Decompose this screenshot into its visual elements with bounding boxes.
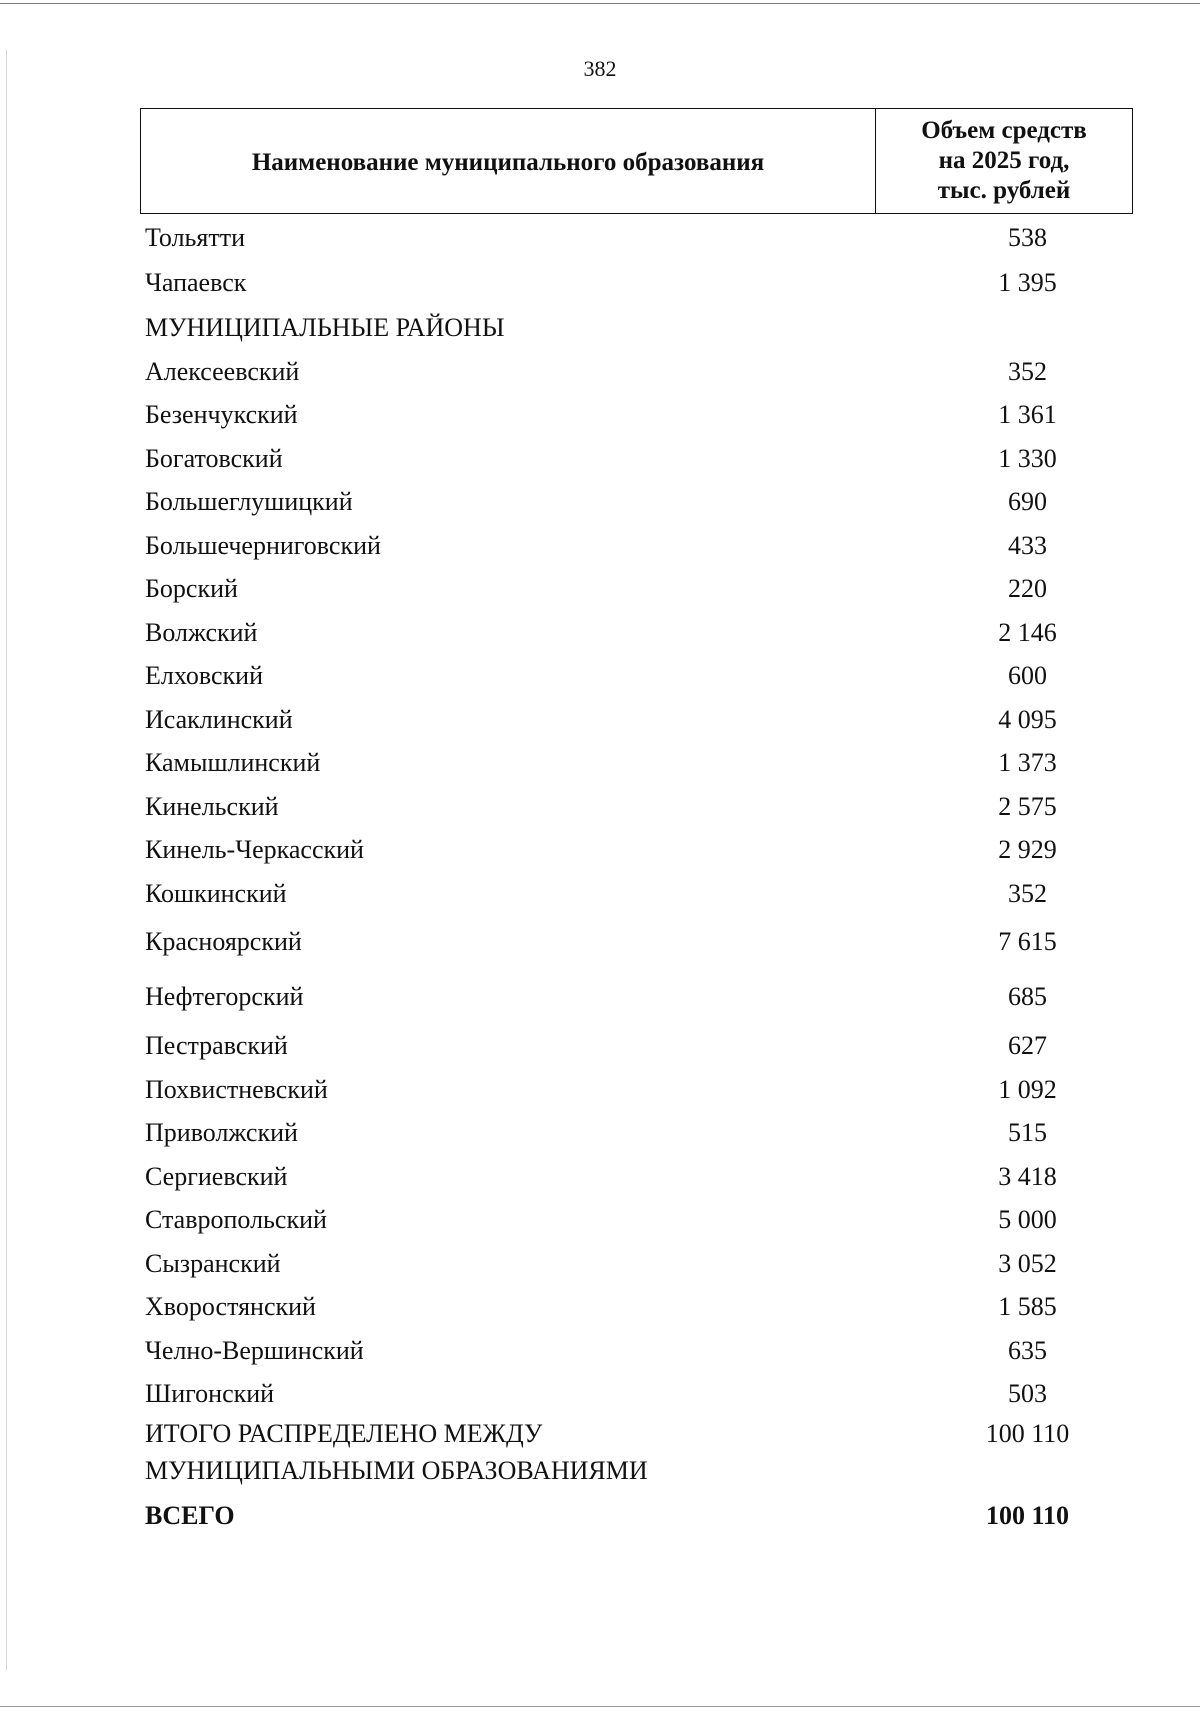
row-value: 600 (1008, 661, 1047, 690)
row-value: 1 395 (998, 268, 1057, 297)
row-name: Нефтегорский (145, 982, 304, 1011)
scan-edge-left (6, 50, 7, 1670)
row-name: Большечерниговский (145, 531, 381, 560)
row-name: Волжский (145, 618, 258, 647)
row-name: Челно-Вершинский (145, 1336, 364, 1365)
section-heading: МУНИЦИПАЛЬНЫЕ РАЙОНЫ (145, 313, 505, 342)
row-name: Тольятти (145, 223, 246, 252)
row-name: Безенчукский (145, 400, 298, 429)
subtotal-label: ИТОГО РАСПРЕДЕЛЕНО МЕЖДУ МУНИЦИПАЛЬНЫМИ ОБРАЗОВАНИЯМИ (145, 1419, 648, 1485)
row-name: Кинель-Черкасский (145, 835, 364, 864)
row-name: Хворостянский (145, 1292, 316, 1321)
row-value: 635 (1008, 1336, 1047, 1365)
row-name: Ставропольский (145, 1205, 327, 1234)
row-value: 2 575 (998, 792, 1057, 821)
row-value: 4 095 (998, 705, 1057, 734)
row-name: Кинельский (145, 792, 279, 821)
row-value: 1 585 (998, 1292, 1057, 1321)
row-name: Борский (145, 574, 238, 603)
row-value: 352 (1008, 357, 1047, 386)
row-value: 538 (1008, 223, 1047, 252)
row-value: 7 615 (998, 927, 1057, 956)
row-value: 685 (1008, 982, 1047, 1011)
row-value: 1 330 (998, 444, 1057, 473)
row-value: 352 (1008, 879, 1047, 908)
row-value: 503 (1008, 1379, 1047, 1408)
row-name: Пестравский (145, 1031, 288, 1060)
row-value: 627 (1008, 1031, 1047, 1060)
row-value: 1 373 (998, 748, 1057, 777)
row-value: 690 (1008, 487, 1047, 516)
total-value: 100 110 (985, 1501, 1070, 1530)
row-name: Чапаевск (145, 268, 247, 297)
row-name: Исаклинский (145, 705, 293, 734)
scan-edge-bottom (0, 1706, 1200, 1707)
row-name: Красноярский (145, 927, 302, 956)
table-header (140, 108, 1133, 214)
subtotal-value: 100 110 (985, 1419, 1070, 1448)
row-value: 3 052 (998, 1249, 1057, 1278)
row-name: Камышлинский (145, 748, 321, 777)
row-name: Елховский (145, 661, 263, 690)
header-volume-column: Объем средств на 2025 год, тыс. рублей (921, 117, 1087, 204)
row-name: Богатовский (145, 444, 283, 473)
row-name: Алексеевский (145, 357, 300, 386)
row-name: Похвистневский (145, 1075, 328, 1104)
row-value: 433 (1008, 531, 1047, 560)
row-value: 2 146 (998, 618, 1057, 647)
row-name: Приволжский (145, 1118, 298, 1147)
row-value: 1 092 (998, 1075, 1057, 1104)
row-name: Шигонский (145, 1379, 275, 1408)
header-name-column: Наименование муниципального образования (141, 109, 876, 213)
row-name: Большеглушицкий (145, 487, 353, 516)
row-value: 220 (1008, 574, 1047, 603)
total-label: ВСЕГО (145, 1501, 235, 1530)
row-value: 1 361 (998, 400, 1057, 429)
scan-edge-top (0, 3, 1200, 4)
row-value: 2 929 (998, 835, 1057, 864)
row-name: Сергиевский (145, 1162, 288, 1191)
row-value: 515 (1008, 1118, 1047, 1147)
row-name: Сызранский (145, 1249, 281, 1278)
row-value: 3 418 (998, 1162, 1057, 1191)
row-name: Кошкинский (145, 879, 287, 908)
page-number: 382 (583, 56, 617, 81)
row-value: 5 000 (998, 1205, 1057, 1234)
